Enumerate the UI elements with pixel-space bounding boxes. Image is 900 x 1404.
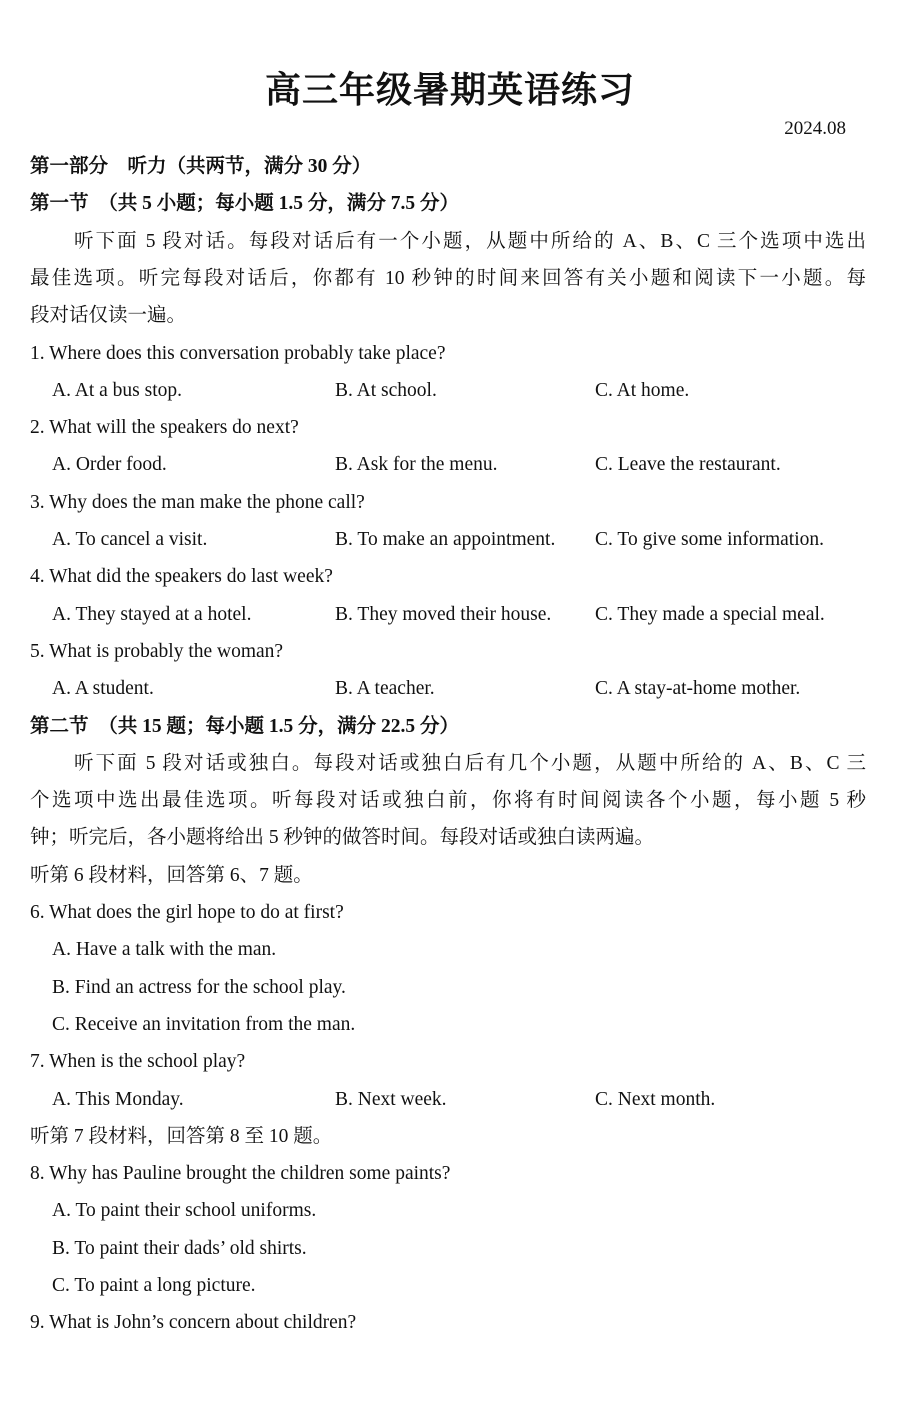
answer-option: A. To paint their school uniforms. (52, 1200, 317, 1222)
answer-option: A. At a bus stop. (52, 379, 183, 401)
section-heading: 第一节 （共 5 小题；每小题 1.5 分，满分 7.5 分） (30, 193, 460, 215)
question-text: 2. What will the speakers do next? (30, 417, 299, 439)
answer-option: A. Order food. (52, 454, 167, 476)
answer-option: B. Next week. (335, 1088, 447, 1110)
answer-option: B. A teacher. (335, 678, 435, 700)
instruction-text: 最佳选项。听完每段对话后，你都有 10 秒钟的时间来回答有关小题和阅读下一小题。每 (30, 267, 866, 289)
question-text: 8. Why has Pauline brought the children some paints? (30, 1163, 451, 1185)
instruction-text: 听第 6 段材料，回答第 6、7 题。 (30, 864, 313, 886)
question-text: 1. Where does this conversation probably take place? (30, 342, 446, 364)
answer-option: C. They made a special meal. (595, 603, 825, 625)
question-text: 9. What is John’s concern about children? (30, 1312, 357, 1334)
question-text: 4. What did the speakers do last week? (30, 566, 333, 588)
question-text: 5. What is probably the woman? (30, 640, 284, 662)
instruction-text: 听下面 5 段对话。每段对话后有一个小题，从题中所给的 A、B、C 三个选项中选出 (74, 230, 866, 252)
document-title: 高三年级暑期英语练习 (264, 70, 635, 110)
answer-option: C. At home. (595, 379, 690, 401)
answer-option: B. At school. (335, 379, 437, 401)
answer-options-row (30, 451, 866, 479)
question-text: 7. When is the school play? (30, 1051, 246, 1073)
section-heading: 第一部分 听力（共两节，满分 30 分） (30, 156, 372, 177)
answer-option: A. A student. (52, 678, 154, 700)
instruction-text: 段对话仅读一遍。 (30, 305, 187, 327)
answer-option: C. Next month. (595, 1088, 716, 1110)
answer-option: B. To make an appointment. (335, 529, 556, 550)
answer-option: C. Receive an invitation from the man. (52, 1013, 356, 1035)
answer-option: B. Find an actress for the school play. (52, 976, 346, 998)
answer-option: A. Have a talk with the man. (52, 939, 277, 961)
instruction-text: 个选项中选出最佳选项。听每段对话或独白前，你将有时间阅读各个小题，每小题 5 秒 (30, 790, 866, 812)
answer-options-row (30, 377, 866, 405)
answer-option: C. Leave the restaurant. (595, 454, 781, 476)
answer-option: B. They moved their house. (335, 603, 552, 625)
answer-option: A. To cancel a visit. (52, 529, 208, 550)
answer-option: A. This Monday. (52, 1088, 184, 1110)
answer-option: B. Ask for the menu. (335, 454, 498, 476)
answer-options-row (30, 526, 866, 554)
answer-options-row (30, 1086, 866, 1114)
answer-option: C. To give some information. (595, 529, 825, 550)
answer-option: C. A stay-at-home mother. (595, 678, 801, 700)
instruction-text: 钟；听完后，各小题将给出 5 秒钟的做答时间。每段对话或独白读两遍。 (30, 827, 655, 849)
answer-options-row (30, 601, 866, 629)
instruction-text: 听下面 5 段对话或独白。每段对话或独白后有几个小题，从题中所给的 A、B、C 三 (74, 752, 866, 774)
question-text: 3. Why does the man make the phone call? (30, 491, 365, 513)
answer-options-row (30, 675, 866, 703)
answer-option: A. They stayed at a hotel. (52, 603, 252, 625)
answer-option: C. To paint a long picture. (52, 1275, 256, 1296)
document-date: 2024.08 (784, 118, 846, 139)
section-heading: 第二节 （共 15 题；每小题 1.5 分，满分 22.5 分） (30, 715, 460, 737)
instruction-text: 听第 7 段材料，回答第 8 至 10 题。 (30, 1125, 333, 1147)
answer-option: B. To paint their dads’ old shirts. (52, 1237, 307, 1259)
question-text: 6. What does the girl hope to do at first? (30, 902, 344, 923)
